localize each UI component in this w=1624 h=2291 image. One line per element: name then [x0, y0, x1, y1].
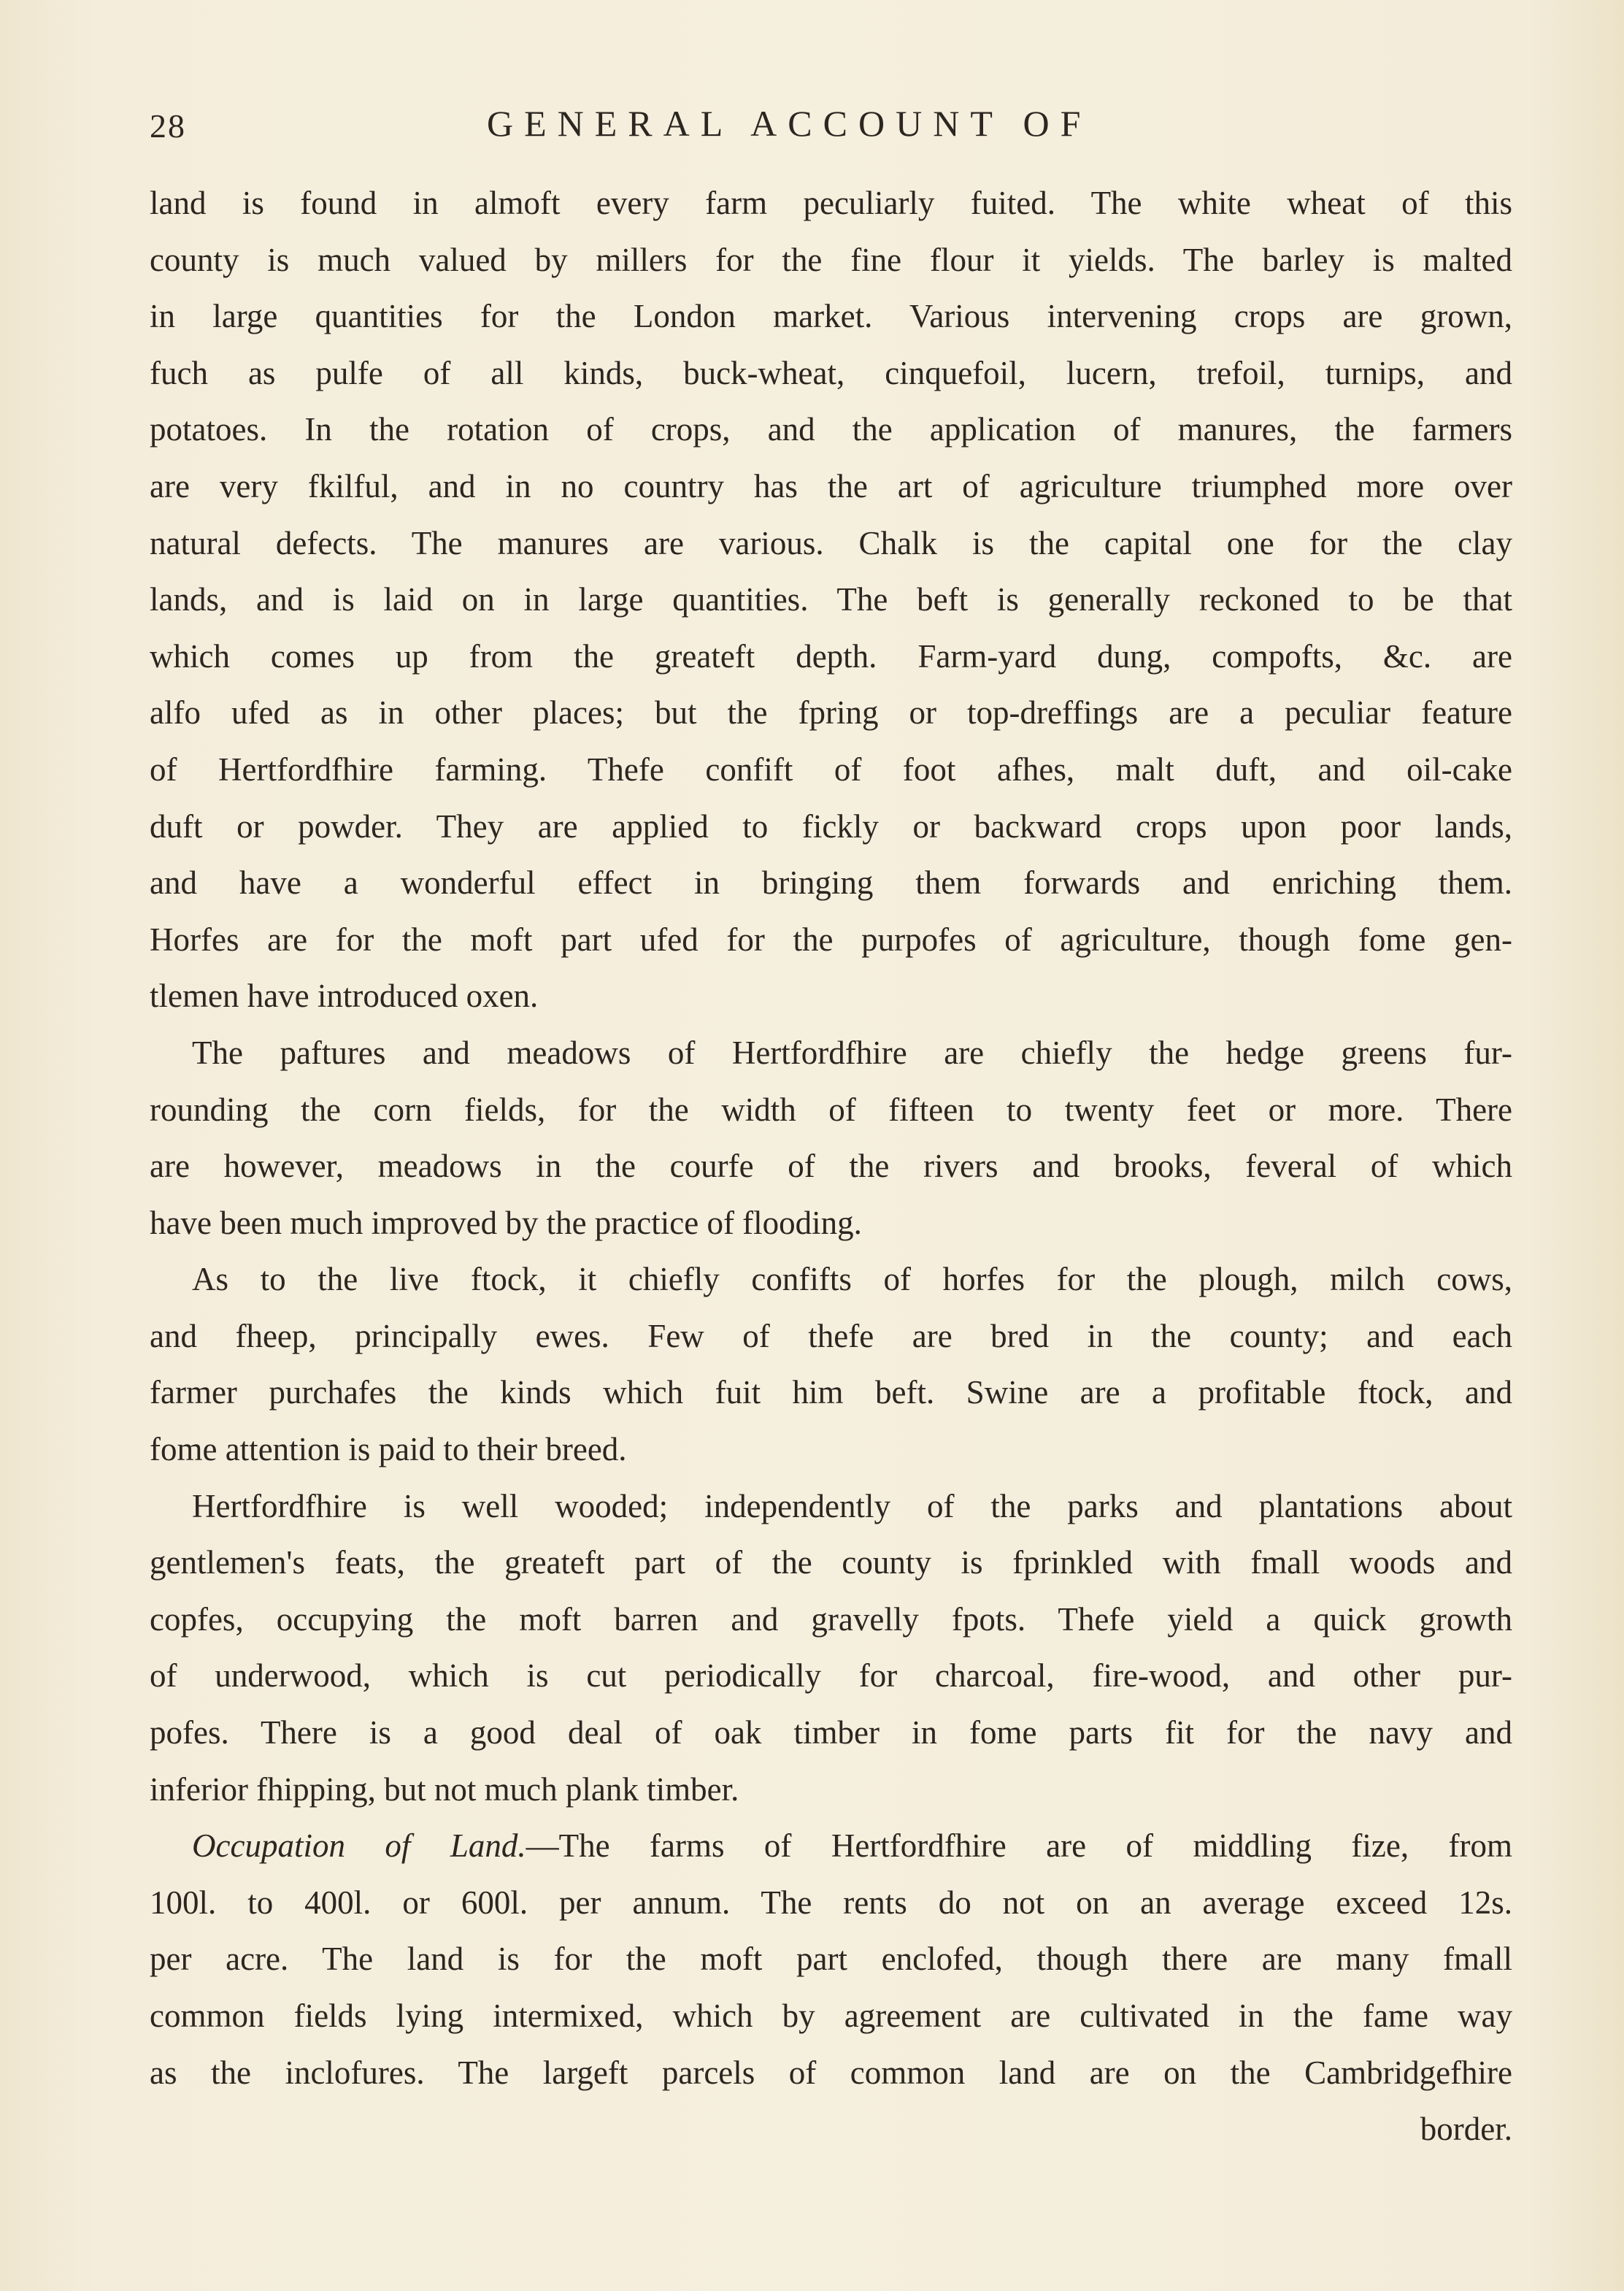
text-line: fome attention is paid to their breed. — [150, 1431, 627, 1468]
text-line: 100l. to 400l. or 600l. per annum. The rents do not on an average exceed 12s. — [150, 1884, 1512, 1921]
text-line: per acre. The land is for the moft part enclofed, though there are many fmall — [150, 1941, 1512, 1978]
section-heading: Occupation of Land. — [192, 1827, 526, 1865]
text-line: of underwood, which is cut periodically for charcoal, fire-wood, and other pur- — [150, 1657, 1512, 1695]
text-line: farmer purchafes the kinds which fuit him beft. Swine are a profitable ftock, and — [150, 1374, 1512, 1411]
text-line: which comes up from the greateft depth. Farm-yard dung, compofts, &c. are — [150, 637, 1512, 675]
text-line: potatoes. In the rotation of crops, and the application of manures, the farmers — [150, 411, 1512, 448]
text-line: duft or powder. They are applied to fickly or backward crops upon poor lands, — [150, 807, 1512, 845]
text-line: natural defects. The manures are various. Chalk is the capital one for the clay — [150, 524, 1512, 561]
paragraph-start-line: The paftures and meadows of Hertfordfhire are chiefly the hedge greens fur- — [192, 1034, 1512, 1071]
text-line: tlemen have introduced oxen. — [150, 978, 539, 1015]
text-line: fuch as pulfe of all kinds, buck-wheat, cinquefoil, lucern, trefoil, turnips, and — [150, 354, 1512, 391]
text-line: lands, and is laid on in large quantities. The beft is generally reckoned to be that — [150, 581, 1512, 618]
text-line: are very fkilful, and in no country has the art of agriculture triumphed more over — [150, 467, 1512, 504]
text-line: common fields lying intermixed, which by agreement are cultivated in the fame way — [150, 1998, 1512, 2034]
text-line: pofes. There is a good deal of oak timber in fome parts fit for the navy and — [150, 1714, 1512, 1751]
text-line: as the inclofures. The largeft parcels of common land are on the Cambridgefhire — [150, 2054, 1512, 2091]
page-number: 28 — [150, 107, 186, 145]
text-line: are however, meadows in the courfe of the rivers and brooks, feveral of which — [150, 1148, 1512, 1185]
text-line: gentlemen's feats, the greateft part of the county is fprinkled with fmall woods and — [150, 1544, 1512, 1581]
text-line: land is found in almoft every farm peculiarly fuited. The white wheat of this — [150, 185, 1512, 221]
text-line: have been much improved by the practice of flooding. — [150, 1204, 862, 1241]
text-line: inferior fhipping, but not much plank timber. — [150, 1770, 739, 1808]
text-line: and fheep, principally ewes. Few of thefe are bred in the county; and each — [150, 1317, 1512, 1354]
text-line: county is much valued by millers for the fine flour it yields. The barley is malted — [150, 241, 1512, 278]
text-line: alfo ufed as in other places; but the fpring or top-dreffings are a peculiar feature — [150, 694, 1512, 732]
body-text — [150, 175, 1512, 2158]
paragraph-start-line: Hertfordfhire is well wooded; independently of the parks and plantations about — [192, 1487, 1512, 1524]
text-line: of Hertfordfhire farming. Thefe confift of foot afhes, malt duft, and oil-cake — [150, 751, 1512, 788]
paragraph-start-line: As to the live ftock, it chiefly confifts of horfes for the plough, milch cows, — [192, 1261, 1512, 1298]
running-title: GENERAL ACCOUNT OF — [487, 103, 1092, 144]
running-head — [150, 102, 1522, 146]
section-heading-continuation: —The farms of Hertfordfhire are of middling fize, from — [526, 1827, 1512, 1865]
text-line: and have a wonderful effect in bringing them forwards and enriching them. — [150, 864, 1512, 902]
text-line: rounding the corn fields, for the width of fifteen to twenty feet or more. There — [150, 1091, 1512, 1128]
text-line: Horfes are for the moft part ufed for the purpofes of agriculture, though fome gen- — [150, 921, 1512, 958]
catchword-line: border. — [1420, 2111, 1512, 2148]
text-line: in large quantities for the London market. Various intervening crops are grown, — [150, 298, 1512, 335]
text-line: copfes, occupying the moft barren and gravelly fpots. Thefe yield a quick growth — [150, 1600, 1512, 1638]
paragraph-start-line — [150, 1818, 1512, 1875]
